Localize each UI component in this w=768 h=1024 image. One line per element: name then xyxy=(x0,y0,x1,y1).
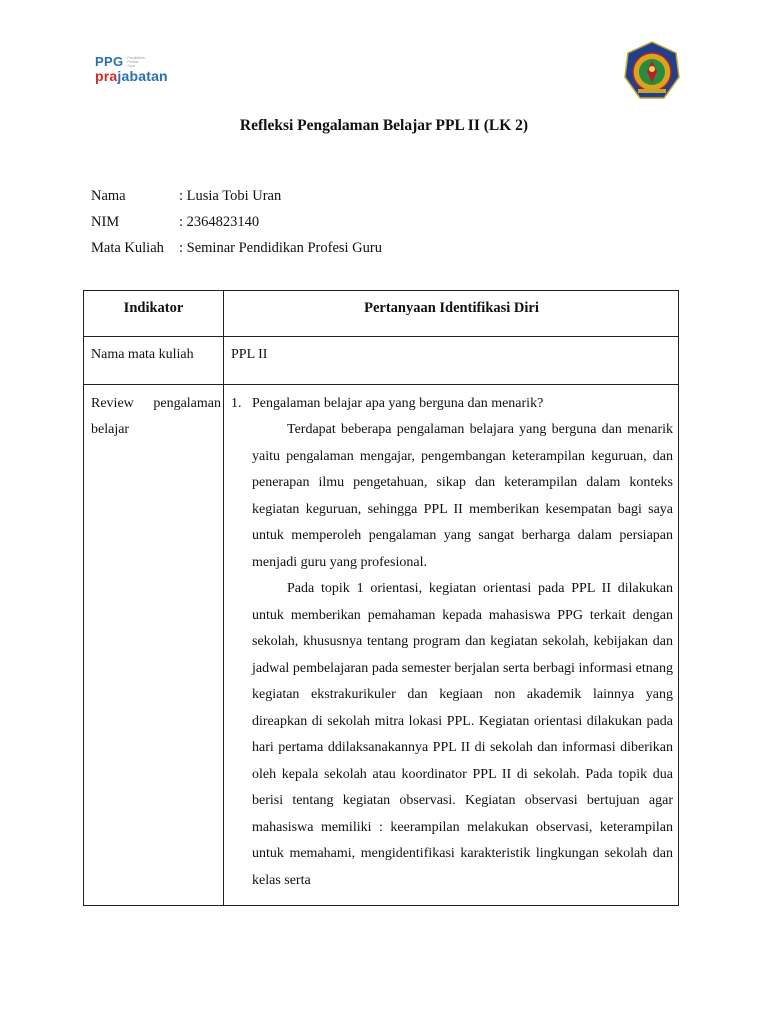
identity-label: Mata Kuliah xyxy=(91,239,164,256)
question-text: Pengalaman belajar apa yang berguna dan menarik? xyxy=(252,396,544,411)
identity-row-nim xyxy=(91,209,382,235)
reflection-table xyxy=(83,290,679,906)
identity-value: : Lusia Tobi Uran xyxy=(179,187,282,204)
answer-paragraph-2: Pada topik 1 orientasi, kegiatan orientasi pada PPL II dilakukan untuk memberikan pemahaman kepada mahasiswa PPG terkait dengan sekolah, khususnya tentang program dan kegiatan sekolah, kebijakan dan jadwal pembelajaran pada semester berjalan serta berbagi informasi etnang kegiatan ekstrakurikuler dan kegiaan non akademik lainnya yang direapkan di sekolah mitra lokasi PPL. Kegiatan orientasi dilakukan pada hari pertama ddilaksanakannya PPL II di sekolah dan informasi diberikan oleh kepala sekolah atau koordinator PPL II di sekolah. Pada topik dua berisi tentang kegiatan observasi. Kegiatan observasi bertujuan agar mahasiswa memiliki : keerampilan melakukan observasi, keterampilan untuk memahami, mengidentifikasi karakteristik lingkungan sekolah dan kelas serta xyxy=(252,581,673,888)
identity-label: NIM xyxy=(91,213,120,230)
identity-value: : Seminar Pendidikan Profesi Guru xyxy=(179,239,382,256)
identity-row-mata-kuliah xyxy=(91,235,382,261)
table-row-divider xyxy=(84,384,678,385)
header-indikator: Indikator xyxy=(123,300,184,316)
row-review-content xyxy=(231,391,673,894)
question-line xyxy=(231,391,673,417)
row-review-label xyxy=(91,391,221,443)
identity-row-nama xyxy=(91,183,382,209)
identity-block xyxy=(91,183,382,261)
row-nama-mata-kuliah-value: PPL II xyxy=(231,347,268,362)
logo-ppg-text: PPG xyxy=(95,54,124,69)
review-label-line2: belajar xyxy=(91,422,130,437)
header-pertanyaan: Pertanyaan Identifikasi Diri xyxy=(364,300,539,316)
row-nama-mata-kuliah-label: Nama mata kuliah xyxy=(91,347,194,362)
answer-paragraph-1: Terdapat beberapa pengalaman belajara yang berguna dan menarik yaitu pengalaman mengajar, pengembangan keterampilan keguruan, dan penerapan ilmu pengetahuan, sikap dan keterampilan dalam konteks kegiatan keguruan, sehingga PPL II memberikan kesempatan bagi saya untuk memperoleh pengalaman yang sangat berharga dalam persiapan menjadi guru yang profesional. xyxy=(252,422,673,570)
university-seal-icon xyxy=(624,41,680,101)
document-title: Refleksi Pengalaman Belajar PPL II (LK 2) xyxy=(239,117,529,134)
logo-tagline: Pendidikan Profesi Guru xyxy=(127,55,145,68)
review-label-line1: Review pengalaman xyxy=(91,396,221,411)
identity-label: Nama xyxy=(91,187,126,204)
logo-prajabatan: prajabatan xyxy=(95,68,168,84)
identity-value: : 2364823140 xyxy=(179,213,260,230)
table-row-divider xyxy=(84,336,678,337)
question-number: 1. xyxy=(231,396,242,411)
ppg-prajabatan-logo xyxy=(95,54,205,94)
